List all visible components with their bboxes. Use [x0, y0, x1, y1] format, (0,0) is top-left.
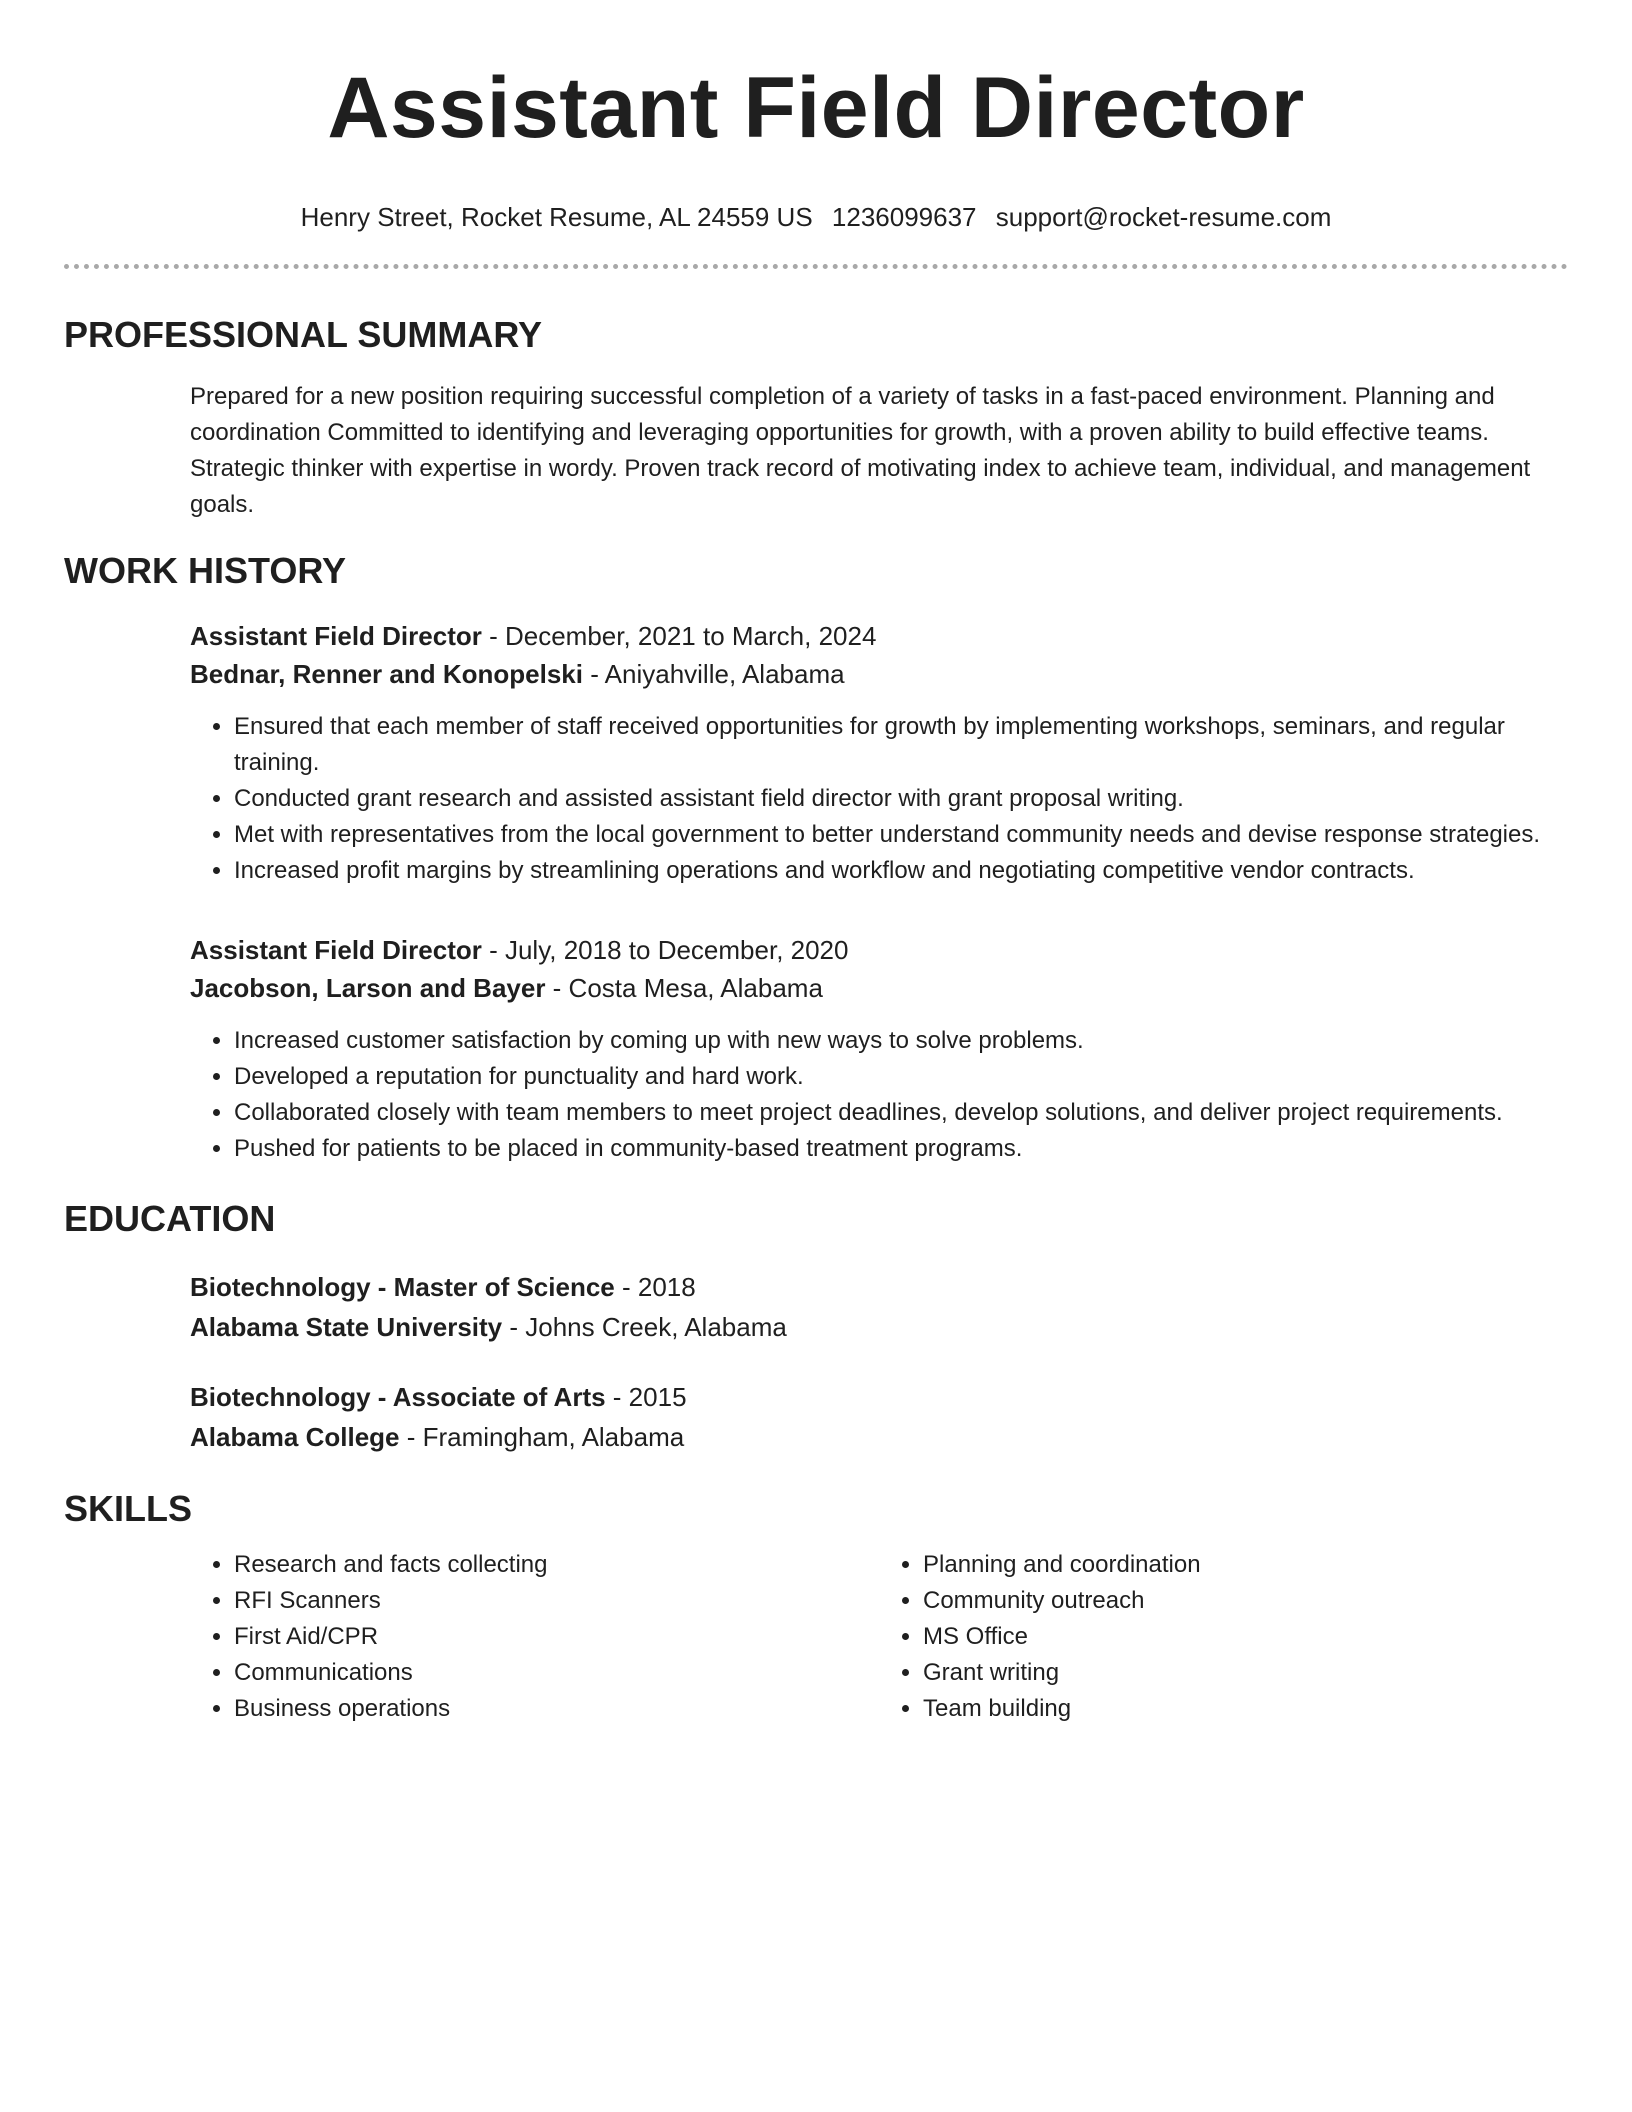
- skills-columns: [190, 1547, 1568, 1727]
- education-degree: Biotechnology - Associate of Arts: [190, 1382, 606, 1412]
- contact-line: [64, 200, 1568, 234]
- education-entry: [190, 1377, 1568, 1457]
- job-role-line: [190, 931, 1568, 969]
- job-entry: [190, 617, 1568, 889]
- education-location: - Johns Creek, Alabama: [502, 1312, 787, 1342]
- skill-item: • Community outreach: [923, 1583, 1568, 1619]
- skill-item: • Planning and coordination: [923, 1547, 1568, 1583]
- education-degree: Biotechnology - Master of Science: [190, 1272, 615, 1302]
- job-location: - Costa Mesa, Alabama: [545, 973, 823, 1003]
- skills-list-left: [190, 1547, 879, 1727]
- job-entry: [190, 931, 1568, 1167]
- skills-heading: SKILLS: [64, 1488, 193, 1529]
- education-year: - 2018: [614, 1272, 696, 1302]
- education-entry: [190, 1267, 1568, 1347]
- education-school-line: [190, 1417, 1568, 1457]
- skill-item: • First Aid/CPR: [234, 1619, 879, 1655]
- education-location: - Framingham, Alabama: [399, 1422, 685, 1452]
- contact-phone: 1236099637: [831, 202, 977, 232]
- list-item: • Pushed for patients to be placed in community-based treatment programs.: [234, 1131, 1568, 1167]
- education-school: Alabama State University: [190, 1312, 503, 1342]
- job-company: Jacobson, Larson and Bayer: [190, 973, 546, 1003]
- education-degree-line: [190, 1377, 1568, 1417]
- job-bullets: [190, 1023, 1568, 1167]
- skill-item: • MS Office: [923, 1619, 1568, 1655]
- skill-item: • RFI Scanners: [234, 1583, 879, 1619]
- job-company-line: [190, 969, 1568, 1007]
- skills-list-right: [879, 1547, 1568, 1727]
- job-role: Assistant Field Director: [190, 935, 482, 965]
- list-item: • Collaborated closely with team members to meet project deadlines, develop solutions, and deliver project requirements.: [234, 1095, 1568, 1131]
- list-item: • Increased profit margins by streamlining operations and workflow and negotiating competitive vendor contracts.: [234, 853, 1568, 889]
- education-year: - 2015: [605, 1382, 687, 1412]
- skill-item: • Research and facts collecting: [234, 1547, 879, 1583]
- job-role: Assistant Field Director: [190, 621, 482, 651]
- job-company-line: [190, 655, 1568, 693]
- job-location: - Aniyahville, Alabama: [582, 659, 845, 689]
- education-degree-line: [190, 1267, 1568, 1307]
- job-company: Bednar, Renner and Konopelski: [190, 659, 583, 689]
- contact-address: Henry Street, Rocket Resume, AL 24559 US: [300, 202, 813, 232]
- skill-item: • Communications: [234, 1655, 879, 1691]
- resume-name: Assistant Field Director: [327, 60, 1305, 156]
- education-heading: EDUCATION: [64, 1198, 276, 1239]
- list-item: • Met with representatives from the local government to better understand community needs and devise response strategies.: [234, 817, 1568, 853]
- list-item: • Developed a reputation for punctuality and hard work.: [234, 1059, 1568, 1095]
- resume-page: [64, 0, 1568, 1727]
- header-divider: [64, 264, 1568, 269]
- list-item: • Conducted grant research and assisted assistant field director with grant proposal writing.: [234, 781, 1568, 817]
- education-school: Alabama College: [190, 1422, 400, 1452]
- skill-item: • Team building: [923, 1691, 1568, 1727]
- job-dates: - December, 2021 to March, 2024: [481, 621, 877, 651]
- education-school-line: [190, 1307, 1568, 1347]
- skill-item: • Business operations: [234, 1691, 879, 1727]
- summary-heading: PROFESSIONAL SUMMARY: [64, 314, 543, 355]
- list-item: • Ensured that each member of staff received opportunities for growth by implementing workshops, seminars, and regular training.: [234, 709, 1568, 781]
- job-dates: - July, 2018 to December, 2020: [481, 935, 849, 965]
- summary-text: Prepared for a new position requiring successful completion of a variety of tasks in a fast-paced environment. Planning and coordination Committed to identifying and leveraging opportunities for growth, with a proven ability to build effective teams. Strategic thinker with expertise in wordy. Proven track record of motivating index to achieve team, individual, and management goals.: [190, 383, 1531, 518]
- skill-item: • Grant writing: [923, 1655, 1568, 1691]
- job-bullets: [190, 709, 1568, 889]
- work-history-heading: WORK HISTORY: [64, 550, 347, 591]
- list-item: • Increased customer satisfaction by coming up with new ways to solve problems.: [234, 1023, 1568, 1059]
- contact-email: support@rocket-resume.com: [995, 202, 1332, 232]
- job-role-line: [190, 617, 1568, 655]
